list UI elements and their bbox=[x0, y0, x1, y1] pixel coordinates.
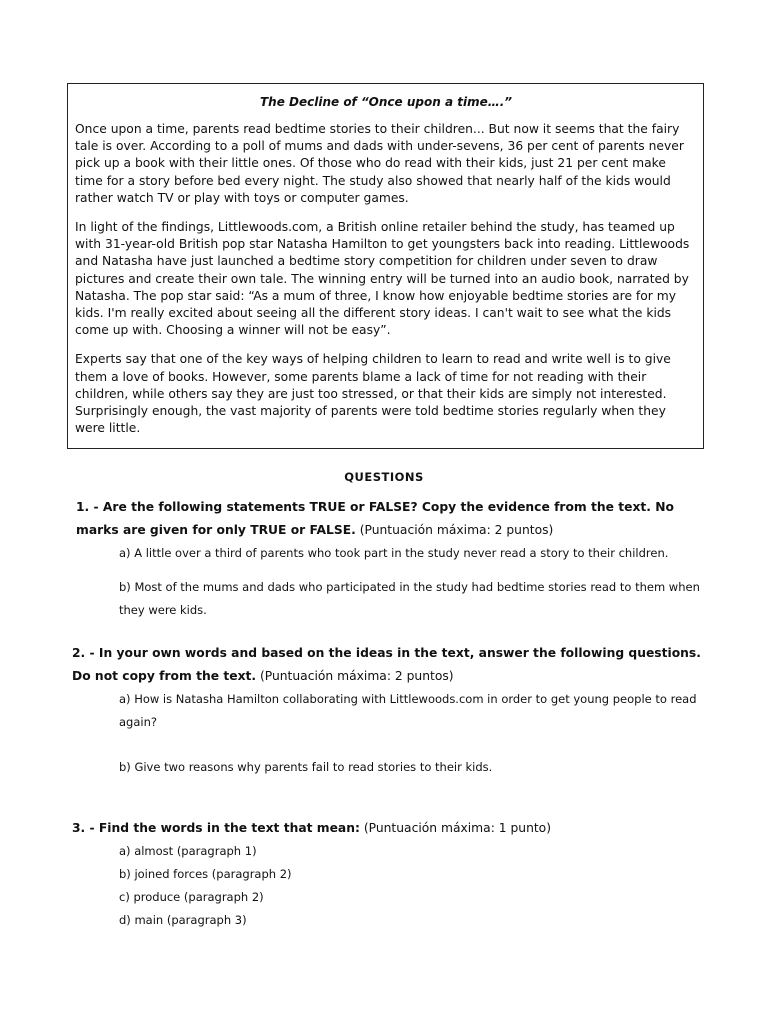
reading-paragraph-2: In light of the findings, Littlewoods.com, a British online retailer behind the study, has teamed up with 31-year-old British pop star Natasha Hamilton to get youngsters back into reading. Littlewoods and Natasha have just launched a bedtime story competition for children under seven to draw pictures and create their own tale. The winning entry will be turned into an audio book, narrated by Natasha. The pop star said: “As a mum of three, I know how enjoyable bedtime stories are for my kids. I'm really excited about seeing all the different story ideas. I can't wait to see what the kids come up with. Choosing a winner will not be easy”. bbox=[75, 220, 690, 338]
question-2-item-a: a) How is Natasha Hamilton collaborating with Littlewoods.com in order to get young people to read again? bbox=[119, 692, 697, 729]
reading-paragraph-3: Experts say that one of the key ways of helping children to learn to read and write well is to give them a love of books. However, some parents blame a lack of time for not reading with their children, while others say they are just too stressed, or that their kids are simply not interested. Surprisingly enough, the vast majority of parents were told bedtime stories regularly when they were little. bbox=[75, 352, 671, 436]
question-1-item-b: b) Most of the mums and dads who participated in the study had bedtime stories read to them when they were kids. bbox=[119, 580, 700, 617]
reading-title: The Decline of “Once upon a time….” bbox=[259, 95, 513, 109]
question-2-points: (Puntuación máxima: 2 puntos) bbox=[259, 669, 454, 683]
question-3-item-d: d) main (paragraph 3) bbox=[119, 913, 247, 927]
question-1 bbox=[76, 496, 712, 542]
question-3-item-c: c) produce (paragraph 2) bbox=[119, 890, 264, 904]
question-2-text: 2. - In your own words and based on the ideas in the text, answer the following questions. Do not copy from the text. bbox=[72, 646, 701, 683]
reading-paragraph-1: Once upon a time, parents read bedtime stories to their children... But now it seems that the fairy tale is over. According to a poll of mums and dads with under-sevens, 36 per cent of parents never pick up a book with their little ones. Of those who do read with their kids, just 21 per cent make time for a story before bed every night. The study also showed that nearly half of the kids would rather watch TV or play with toys or computer games. bbox=[75, 122, 684, 205]
question-3 bbox=[72, 817, 712, 840]
questions-heading: QUESTIONS bbox=[344, 470, 424, 484]
question-3-text: 3. - Find the words in the text that mean: bbox=[72, 821, 360, 835]
question-2-item-b: b) Give two reasons why parents fail to read stories to their kids. bbox=[119, 760, 493, 774]
question-1-points: (Puntuación máxima: 2 puntos) bbox=[359, 523, 554, 537]
question-3-item-b: b) joined forces (paragraph 2) bbox=[119, 867, 292, 881]
question-1-item-a: a) A little over a third of parents who took part in the study never read a story to their children. bbox=[119, 546, 669, 560]
reading-passage-box bbox=[67, 83, 704, 449]
question-1-text: 1. - Are the following statements TRUE or FALSE? Copy the evidence from the text. No marks are given for only TRUE or FALSE. bbox=[76, 500, 675, 537]
question-2 bbox=[72, 642, 712, 688]
question-3-item-a: a) almost (paragraph 1) bbox=[119, 844, 257, 858]
question-3-points: (Puntuación máxima: 1 punto) bbox=[363, 821, 552, 835]
